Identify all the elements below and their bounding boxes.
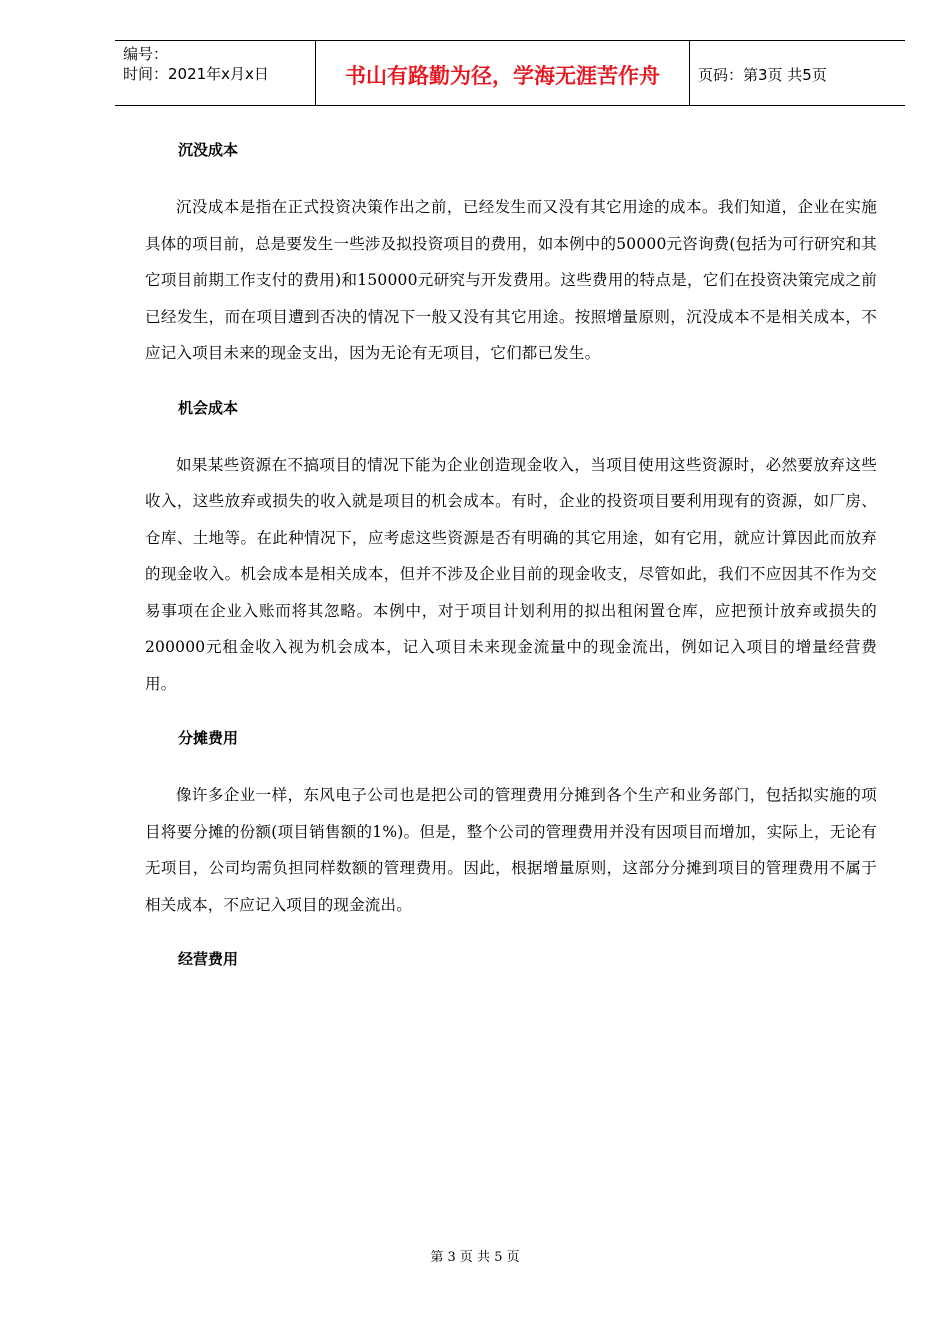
document-date-label: 时间：2021年x月x日 [123, 65, 269, 83]
section-title: 经营费用 [178, 950, 239, 968]
header-page-number: 页码：第3页 共5页 [698, 65, 827, 84]
header-page-cell [690, 41, 905, 105]
section-title: 沉没成本 [178, 141, 239, 159]
document-body [145, 128, 877, 981]
section-opportunity-cost [145, 386, 877, 717]
header-meta-cell [115, 41, 316, 105]
footer-page-number: 第 3 页 共 5 页 [430, 1250, 520, 1265]
section-title: 分摊费用 [178, 729, 239, 747]
section-paragraph: 如果某些资源在不搞项目的情况下能为企业创造现金收入，当项目使用这些资源时，必然要放弃这些收入，这些放弃或损失的收入就是项目的机会成本。有时，企业的投资项目要利用现有的资源，如厂房、仓库、土地等。在此种情况下，应考虑这些资源是否有明确的其它用途，如有它用，就应计算因此而放弃的现金收入。机会成本是相关成本，但并不涉及企业目前的现金收支，尽管如此，我们不应因其不作为交易事项在企业入账而将其忽略。本例中，对于项目计划利用的拟出租闲置仓库，应把预计放弃或损失的200000元租金收入视为机会成本，记入项目未来现金流量中的现金流出，例如记入项目的增量经营费用。 [145, 455, 877, 693]
page-footer [0, 1246, 950, 1265]
document-number-label: 编号： [123, 45, 169, 63]
section-sunk-cost [145, 128, 877, 386]
section-operating-expenses [145, 937, 877, 981]
section-title: 机会成本 [178, 398, 239, 417]
section-paragraph: 沉没成本是指在正式投资决策作出之前，已经发生而又没有其它用途的成本。我们知道，企业在实施具体的项目前，总是要发生一些涉及拟投资项目的费用，如本例中的50000元咨询费(包括为可行研究和其它项目前期工作支付的费用)和150000元研究与开发费用。这些费用的特点是，它们在投资决策完成之前已经发生，而在项目遭到否决的情况下一般又没有其它用途。按照增量原则，沉没成本不是相关成本，不应记入项目未来的现金支出，因为无论有无项目，它们都已发生。 [145, 198, 877, 362]
section-allocated-expenses [145, 716, 877, 937]
header-motto: 书山有路勤为径，学海无涯苦作舟 [345, 64, 660, 88]
page-header [115, 40, 905, 106]
section-paragraph: 像许多企业一样，东风电子公司也是把公司的管理费用分摊到各个生产和业务部门，包括拟实施的项目将要分摊的份额(项目销售额的1%)。但是，整个公司的管理费用并没有因项目而增加，实际上，无论有无项目，公司均需负担同样数额的管理费用。因此，根据增量原则，这部分分摊到项目的管理费用不属于相关成本，不应记入项目的现金流出。 [145, 786, 877, 914]
header-motto-cell [316, 41, 690, 105]
